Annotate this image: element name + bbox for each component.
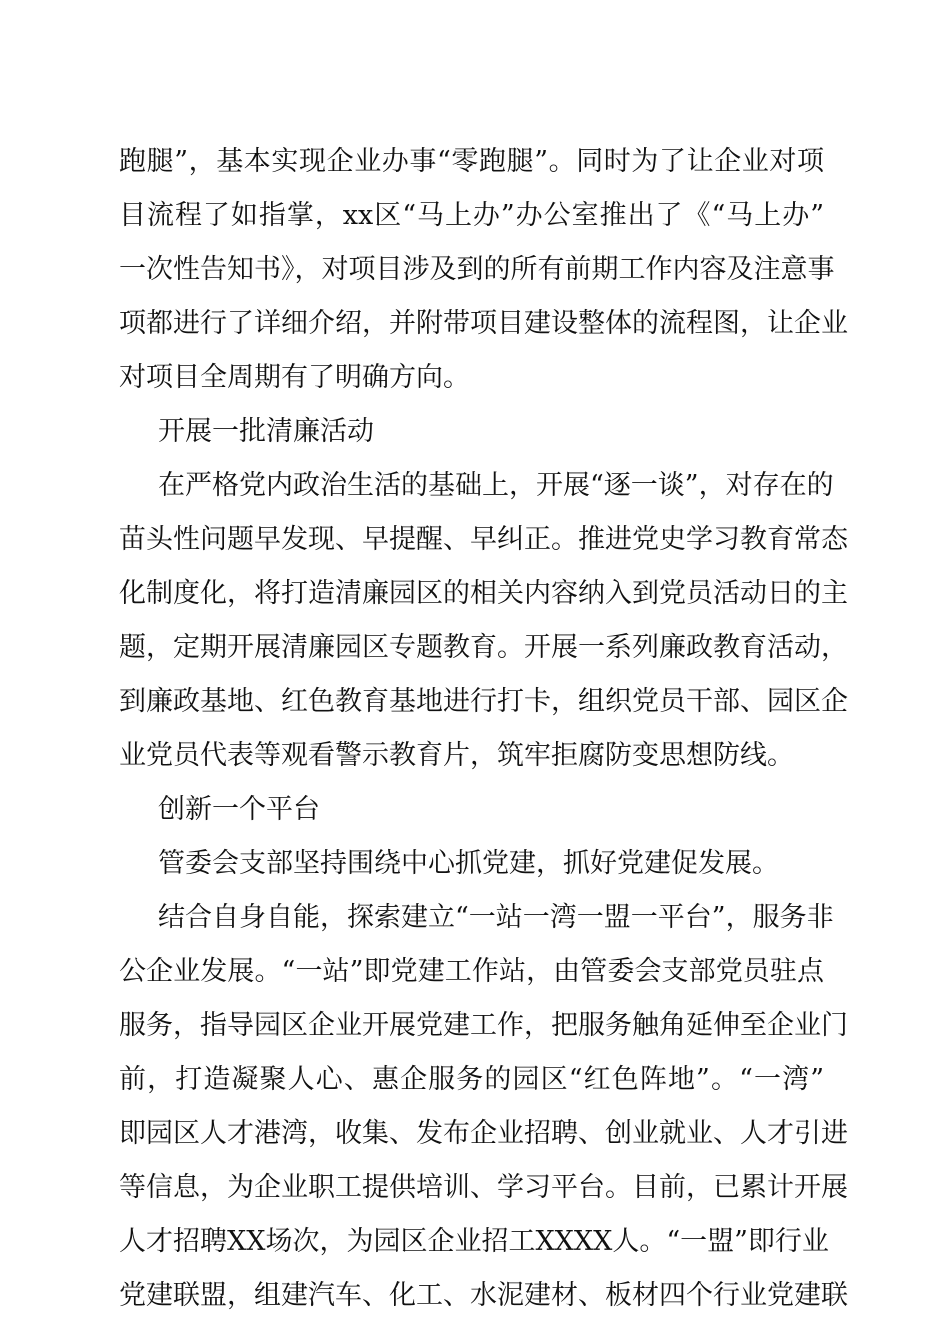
body-line: 结合自身自能，探索建立“一站一湾一盟一平台”，服务非 <box>158 902 834 933</box>
body-line: 前，打造凝聚人心、惠企服务的园区“红色阵地”。“一湾” <box>119 1064 824 1095</box>
body-line: 人才招聘XX场次，为园区企业招工XXXX人。“一盟”即行业 <box>119 1226 829 1257</box>
body-line: 跑腿”，基本实现企业办事“零跑腿”。同时为了让企业对项 <box>119 146 824 177</box>
body-line: 苗头性问题早发现、早提醒、早纠正。推进党史学习教育常态 <box>119 524 848 555</box>
section-heading: 开展一批清廉活动 <box>158 416 374 447</box>
body-line: 在严格党内政治生活的基础上，开展“逐一谈”，对存在的 <box>158 470 834 501</box>
body-line: 化制度化，将打造清廉园区的相关内容纳入到党员活动日的主 <box>119 578 848 609</box>
section-heading: 创新一个平台 <box>158 794 320 825</box>
body-line: 管委会支部坚持围绕中心抓党建，抓好党建促发展。 <box>158 848 779 879</box>
body-line: 题，定期开展清廉园区专题教育。开展一系列廉政教育活动， <box>119 632 848 663</box>
body-line: 党建联盟，组建汽车、化工、水泥建材、板材四个行业党建联 <box>119 1280 848 1311</box>
body-line: 一次性告知书》，对项目涉及到的所有前期工作内容及注意事 <box>119 254 835 285</box>
body-line: 公企业发展。“一站”即党建工作站，由管委会支部党员驻点 <box>119 956 824 987</box>
body-line: 到廉政基地、红色教育基地进行打卡，组织党员干部、园区企 <box>119 686 848 717</box>
body-line: 即园区人才港湾，收集、发布企业招聘、创业就业、人才引进 <box>119 1118 848 1149</box>
body-line: 对项目全周期有了明确方向。 <box>119 362 470 393</box>
body-line: 业党员代表等观看警示教育片，筑牢拒腐防变思想防线。 <box>119 740 794 771</box>
body-line: 项都进行了详细介绍，并附带项目建设整体的流程图，让企业 <box>119 308 848 339</box>
body-line: 服务，指导园区企业开展党建工作，把服务触角延伸至企业门 <box>119 1010 848 1041</box>
body-line: 目流程了如指掌，xx区“马上办”办公室推出了《“马上办” <box>119 200 824 231</box>
body-line: 等信息，为企业职工提供培训、学习平台。目前，已累计开展 <box>119 1172 848 1203</box>
